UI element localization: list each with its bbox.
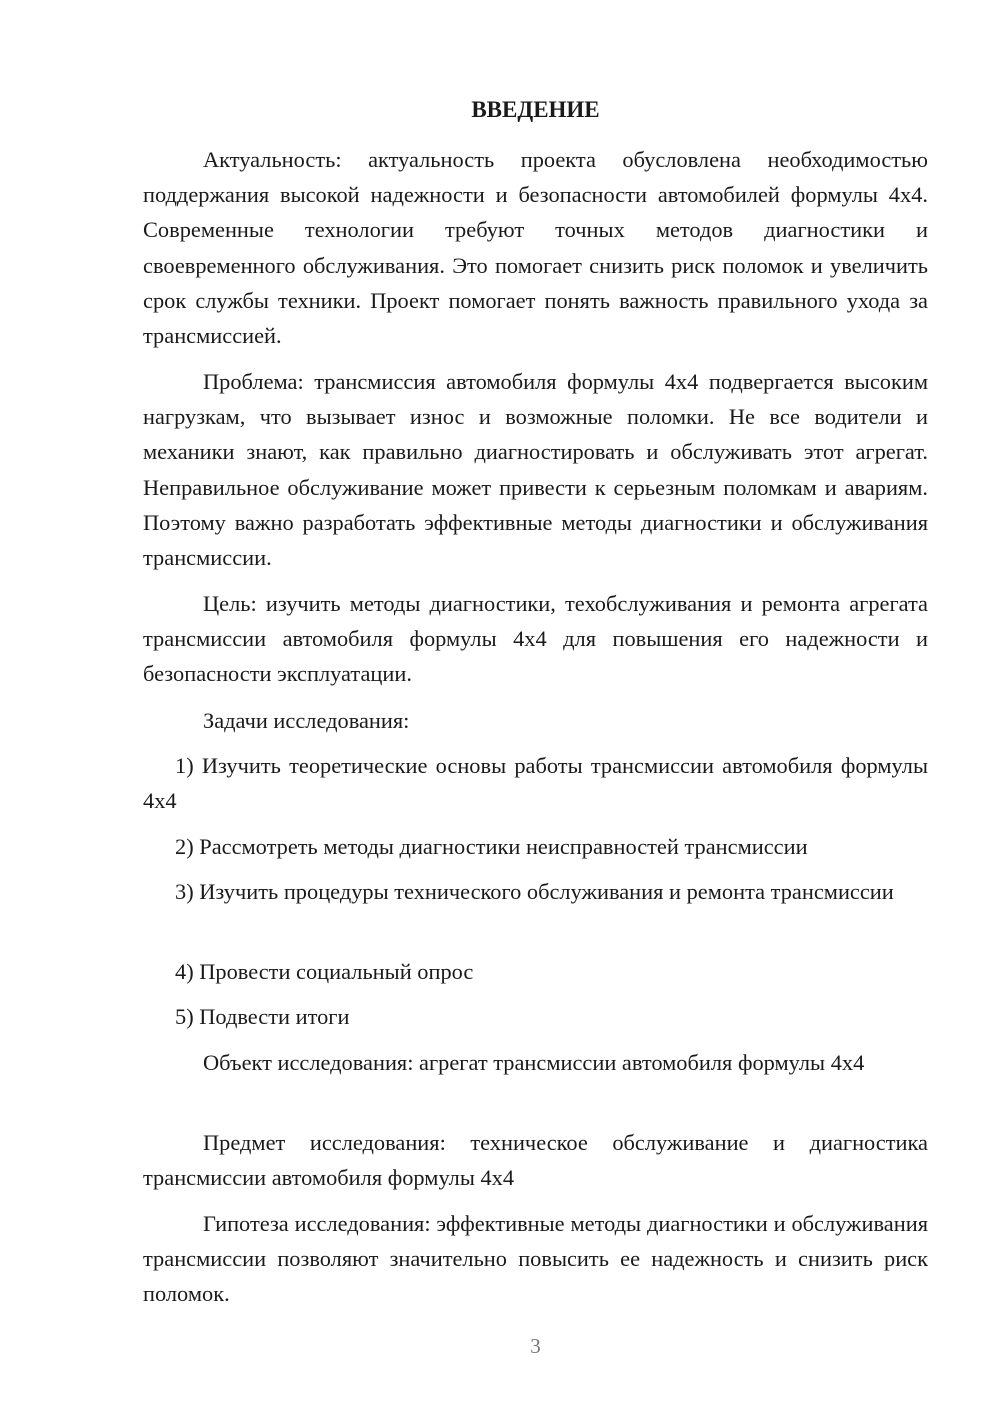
- paragraph-object: Объект исследования: агрегат трансмиссии автомобиля формулы 4x4: [203, 1050, 865, 1075]
- paragraph-problem: Проблема: трансмиссия автомобиля формулы 4x4 подвергается высоким нагрузкам, что вызывает износ и возможные поломки. Не все водители и механики знают, как правильно диагностировать и обслуживать этот агрегат. Неправильное обслуживание может привести к серьезным поломкам и авариям. Поэтому важно разработать эффективные методы диагностики и обслуживания трансмиссии.: [143, 369, 928, 571]
- paragraph-subject: Предмет исследования: техническое обслуживание и диагностика трансмиссии автомобиля формулы 4x4: [143, 1130, 928, 1191]
- list-item-task-5: 5) Подвести итоги: [175, 1004, 350, 1029]
- paragraph-relevance: Актуальность: актуальность проекта обусловлена необходимостью поддержания высокой надежности и безопасности автомобилей формулы 4x4. Современные технологии требуют точных методов диагностики и своевременного обслуживания. Это помогает снизить риск поломок и увеличить срок службы техники. Проект помогает понять важность правильного ухода за трансмиссией.: [143, 147, 928, 349]
- page-number: 3: [530, 1334, 541, 1358]
- list-item-task-1: 1) Изучить теоретические основы работы трансмиссии автомобиля формулы 4x4: [143, 753, 928, 814]
- list-item-task-3: 3) Изучить процедуры технического обслуживания и ремонта трансмиссии: [175, 879, 894, 904]
- list-item-task-2: 2) Рассмотреть методы диагностики неисправностей трансмиссии: [175, 834, 808, 859]
- section-title: ВВЕДЕНИЕ: [471, 97, 600, 122]
- paragraph-tasks-heading: Задачи исследования:: [203, 708, 410, 733]
- paragraph-goal: Цель: изучить методы диагностики, техобслуживания и ремонта агрегата трансмиссии автомобиля формулы 4x4 для повышения его надежности и безопасности эксплуатации.: [143, 591, 928, 687]
- paragraph-hypothesis: Гипотеза исследования: эффективные методы диагностики и обслуживания трансмиссии позволяют значительно повысить ее надежность и снизить риск поломок.: [143, 1211, 928, 1307]
- list-item-task-4: 4) Провести социальный опрос: [175, 959, 474, 984]
